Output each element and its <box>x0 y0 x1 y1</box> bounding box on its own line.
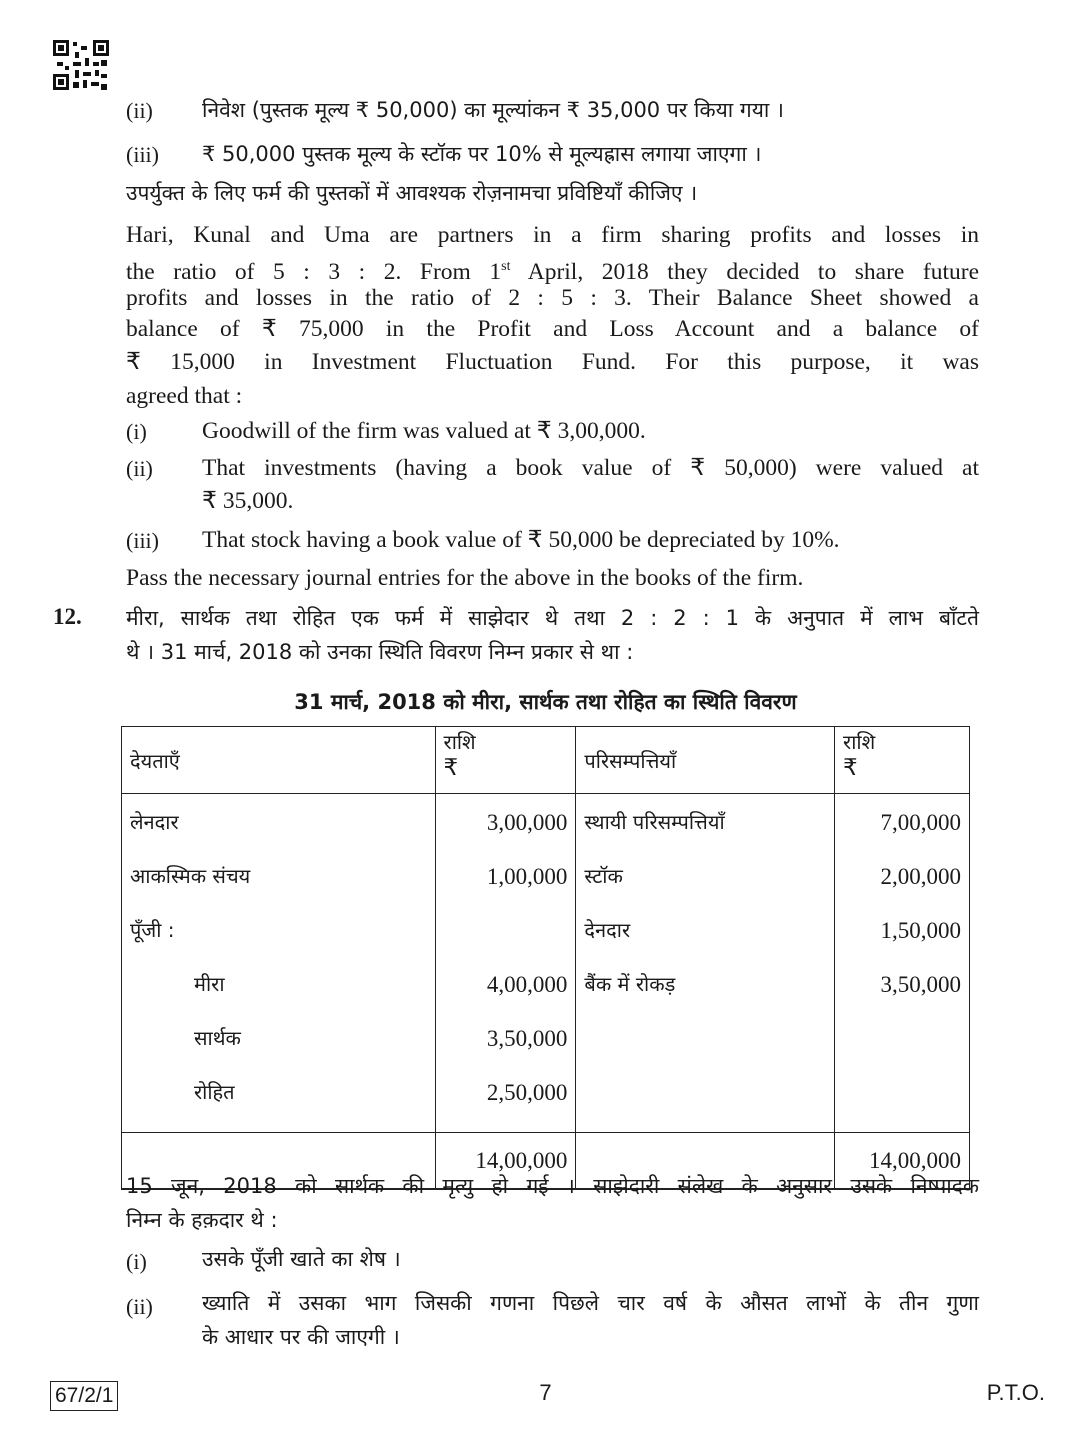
english-para-line: balance of ₹ 75,000 in the Profit and Loss Account and a balance of <box>126 316 979 342</box>
table-row <box>122 970 970 1024</box>
amount-cell: 3,50,000 <box>835 970 970 1024</box>
header-amount: राशि <box>843 730 876 754</box>
sub-item-ii-cont: के आधार पर की जाएगी । <box>202 1325 400 1349</box>
amount-cell <box>435 916 576 970</box>
asset-cell: देनदार <box>584 918 631 942</box>
item-label: (ii) <box>126 98 153 123</box>
item-label: (i) <box>126 1249 147 1274</box>
header-currency: ₹ <box>843 755 858 780</box>
english-instruction: Pass the necessary journal entries for the above in the books of the firm. <box>126 565 804 591</box>
page-number: 7 <box>539 1380 552 1405</box>
pto-label: P.T.O. <box>986 1380 1045 1405</box>
english-para-line: profits and losses in the ratio of 2 : 5 : 3. Their Balance Sheet showed a <box>126 285 979 311</box>
english-item-ii-cont: ₹ 35,000. <box>202 488 294 514</box>
liability-cell: आकस्मिक संचय <box>130 864 251 888</box>
amount-cell: 4,00,000 <box>435 970 576 1024</box>
english-item-iii: That stock having a book value of ₹ 50,000 be depreciated by 10%. <box>202 527 840 553</box>
header-liabilities: देयताएँ <box>130 748 180 773</box>
amount-cell: 3,00,000 <box>435 794 576 863</box>
header-amount: राशि <box>443 730 476 754</box>
question-line: थे । 31 मार्च, 2018 को उनका स्थिति विवरण निम्न प्रकार से था : <box>126 640 634 664</box>
table-header-row <box>122 727 970 794</box>
english-item-i: Goodwill of the firm was valued at ₹ 3,00,000. <box>202 418 646 444</box>
amount-cell: 2,00,000 <box>835 862 970 916</box>
english-para-line: ₹ 15,000 in Investment Fluctuation Fund. For this purpose, it was <box>126 349 979 375</box>
english-para-line: agreed that : <box>126 383 243 409</box>
table-title: 31 मार्च, 2018 को मीरा, सार्थक तथा रोहित का स्थिति विवरण <box>294 690 797 714</box>
question-number: 12. <box>53 604 82 629</box>
qr-code-icon <box>53 40 109 90</box>
sub-item-i: उसके पूँजी खाते का शेष । <box>202 1247 401 1271</box>
liability-cell: सार्थक <box>194 1026 241 1050</box>
amount-cell: 2,50,000 <box>435 1078 576 1133</box>
asset-cell: स्थायी परिसम्पत्तियाँ <box>584 810 725 834</box>
paper-code: 67/2/1 <box>50 1381 118 1411</box>
item-label: (i) <box>126 419 147 444</box>
question-line: 15 जून, 2018 को सार्थक की मृत्यु हो गई । साझेदारी संलेख के अनुसार उसके निष्पादक <box>126 1174 979 1198</box>
english-para-line: Hari, Kunal and Uma are partners in a firm sharing profits and losses in <box>126 222 979 248</box>
amount-cell: 1,00,000 <box>435 862 576 916</box>
hindi-instruction: उपर्युक्त के लिए फर्म की पुस्तकों में आवश्यक रोज़नामचा प्रविष्टियाँ कीजिए । <box>126 181 698 205</box>
header-currency: ₹ <box>443 755 459 780</box>
table-row <box>122 794 970 863</box>
english-item-ii: That investments (having a book value of ₹ 50,000) were valued at <box>202 455 979 481</box>
table-row <box>122 916 970 970</box>
total-cell: 14,00,000 <box>835 1133 970 1190</box>
amount-cell: 7,00,000 <box>835 794 970 863</box>
sub-item-ii: ख्याति में उसका भाग जिसकी गणना पिछले चार वर्ष के औसत लाभों के तीन गुणा <box>202 1291 979 1315</box>
liability-cell: पूँजी : <box>130 918 175 942</box>
item-label: (iii) <box>126 528 159 553</box>
table-row <box>122 862 970 916</box>
balance-sheet-table <box>121 726 970 1190</box>
table-row <box>122 1078 970 1133</box>
liability-cell: मीरा <box>194 972 225 996</box>
english-para-line-2: the ratio of 5 : 3 : 2. From 1st April, 2018 they decided to share future <box>126 258 979 285</box>
hindi-item-ii: निवेश (पुस्तक मूल्य ₹ 50,000) का मूल्यांकन ₹ 35,000 पर किया गया । <box>202 98 784 122</box>
item-label: (iii) <box>126 142 159 167</box>
liability-cell: लेनदार <box>130 810 179 834</box>
header-assets: परिसम्पत्तियाँ <box>584 748 677 773</box>
question-line: मीरा, सार्थक तथा रोहित एक फर्म में साझेदार थे तथा 2 : 2 : 1 के अनुपात में लाभ बाँटते <box>126 606 979 630</box>
asset-cell: बैंक में रोकड़ <box>584 972 676 996</box>
amount-cell: 3,50,000 <box>435 1024 576 1078</box>
item-label: (ii) <box>126 1294 153 1319</box>
hindi-item-iii: ₹ 50,000 पुस्तक मूल्य के स्टॉक पर 10% से मूल्यह्रास लगाया जाएगा । <box>202 142 762 166</box>
liability-cell: रोहित <box>194 1080 235 1104</box>
item-label: (ii) <box>126 456 153 481</box>
table-row <box>122 1024 970 1078</box>
amount-cell: 1,50,000 <box>835 916 970 970</box>
asset-cell: स्टॉक <box>584 864 623 888</box>
question-line: निम्न के हक़दार थे : <box>126 1208 278 1232</box>
total-cell: 14,00,000 <box>435 1133 576 1190</box>
